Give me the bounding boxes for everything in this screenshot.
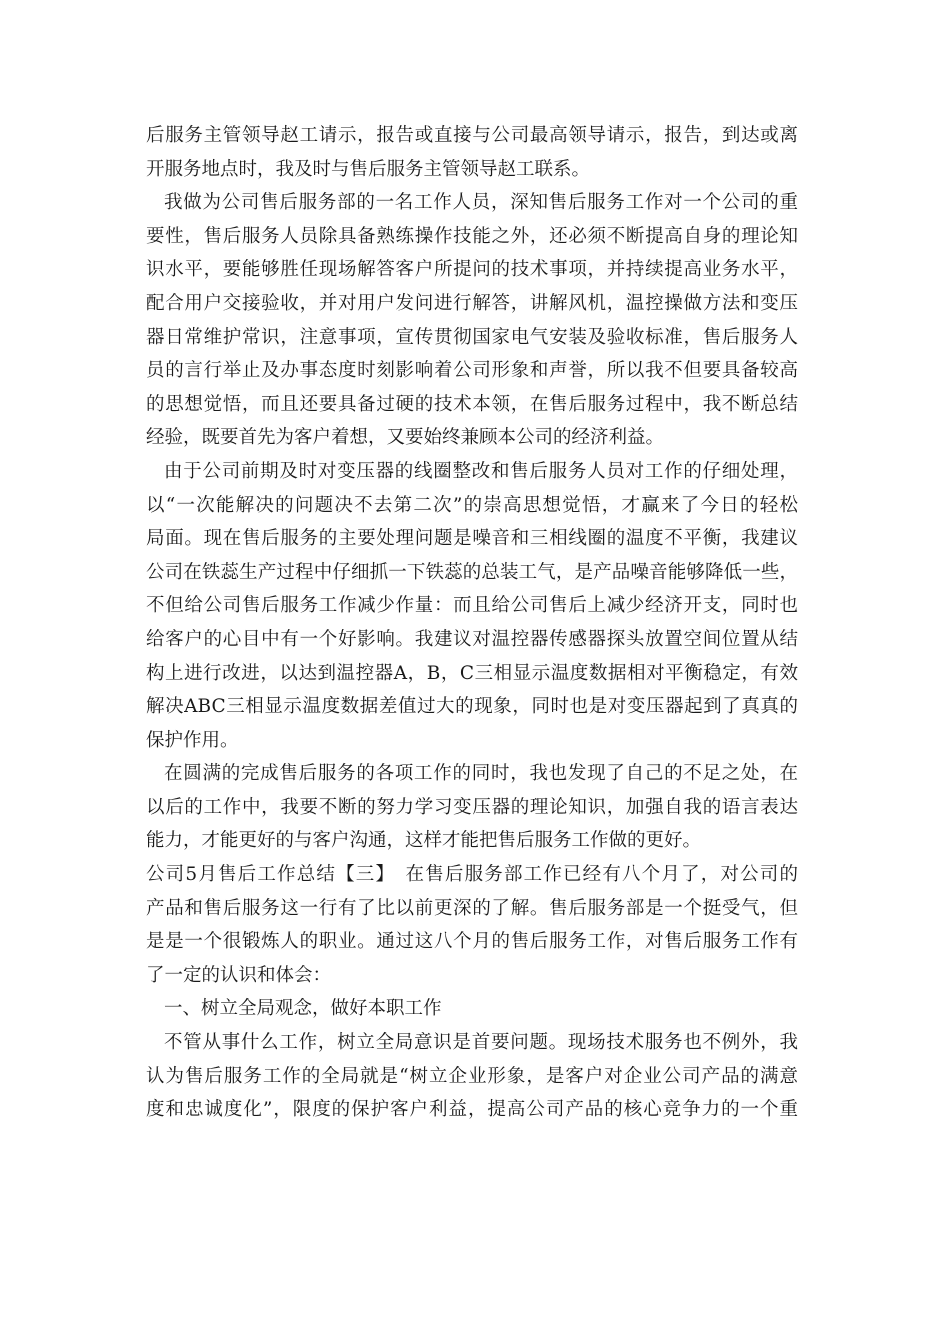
text-line: 要性，售后服务人员除具备熟练操作技能之外，还必须不断提高自身的理论知 (146, 225, 798, 247)
text-line: 员的言行举止及办事态度时刻影响着公司形象和声誉，所以我不但要具备较高 (146, 360, 798, 382)
text-line: 构上进行改进，以达到温控器A，B，C三相显示温度数据相对平衡稳定，有效 (146, 662, 798, 684)
text-line: 不但给公司售后服务工作减少作量：而且给公司售后上减少经济开支，同时也 (146, 595, 798, 617)
paragraph-start-line: 在圆满的完成售后服务的各项工作的同时，我也发现了自己的不足之处，在 (164, 763, 798, 785)
text-line: 保护作用。 (146, 729, 239, 751)
text-line: 解决ABC三相显示温度数据差值过大的现象，同时也是对变压器起到了真真的 (146, 696, 798, 718)
text-line: 经验，既要首先为客户着想，又要始终兼顾本公司的经济利益。 (146, 427, 665, 449)
text-line: 公司在铁蕊生产过程中仔细抓一下铁蕊的总装工气，是产品噪音能够降低一些， (146, 561, 798, 583)
text-line: 局面。现在售后服务的主要处理问题是噪音和三相线圈的温度不平衡，我建议 (146, 528, 798, 550)
text-line: 识水平，要能够胜任现场解答客户所提问的技术事项，并持续提高业务水平， (146, 259, 798, 281)
text-line: 后服务主管领导赵工请示，报告或直接与公司最高领导请示，报告，到达或离 (146, 125, 798, 146)
text-line: 以“一次能解决的问题决不去第二次”的崇高思想觉悟，才赢来了今日的轻松 (146, 494, 798, 516)
text-line: 认为售后服务工作的全局就是“树立企业形象，是客户对企业公司产品的满意 (146, 1065, 798, 1087)
paragraph-start-line: 我做为公司售后服务部的一名工作人员，深知售后服务工作对一个公司的重 (164, 192, 798, 214)
text-line: 以后的工作中，我要不断的努力学习变压器的理论知识，加强自我的语言表达 (146, 796, 798, 818)
subheading-line: 一、树立全局观念，做好本职工作 (164, 998, 442, 1020)
paragraph-start-line: 由于公司前期及时对变压器的线圈整改和售后服务人员对工作的仔细处理， (164, 460, 798, 482)
text-line: 产品和售后服务这一行有了比以前更深的了解。售后服务部是一个挺受气，但 (146, 897, 798, 919)
text-line: 给客户的心目中有一个好影响。我建议对温控器传感器探头放置空间位置从结 (146, 628, 798, 650)
text-line: 是是一个很锻炼人的职业。通过这八个月的售后服务工作，对售后服务工作有 (146, 931, 798, 953)
text-line: 的思想觉悟，而且还要具备过硬的技术本领，在售后服务过程中，我不断总结 (146, 393, 798, 415)
text-line: 配合用户交接验收，并对用户发问进行解答，讲解风机，温控操做方法和变压 (146, 292, 798, 314)
text-line: 器日常维护常识，注意事项，宣传贯彻国家电气安装及验收标准，售后服务人 (146, 326, 798, 348)
document-body (146, 119, 798, 1127)
paragraph-start-line: 不管从事什么工作，树立全局意识是首要问题。现场技术服务也不例外，我 (164, 1032, 798, 1054)
text-line: 能力，才能更好的与客户沟通，这样才能把售后服务工作做的更好。 (146, 830, 702, 852)
text-line: 开服务地点时，我及时与售后服务主管领导赵工联系。 (146, 158, 591, 180)
text-line: 度和忠诚度化”，限度的保护客户利益，提高公司产品的核心竞争力的一个重 (146, 1099, 798, 1121)
section-heading-line: 公司5月售后工作总结【三】 在售后服务部工作已经有八个月了，对公司的 (146, 864, 798, 886)
text-line: 了一定的认识和体会： (146, 964, 332, 986)
